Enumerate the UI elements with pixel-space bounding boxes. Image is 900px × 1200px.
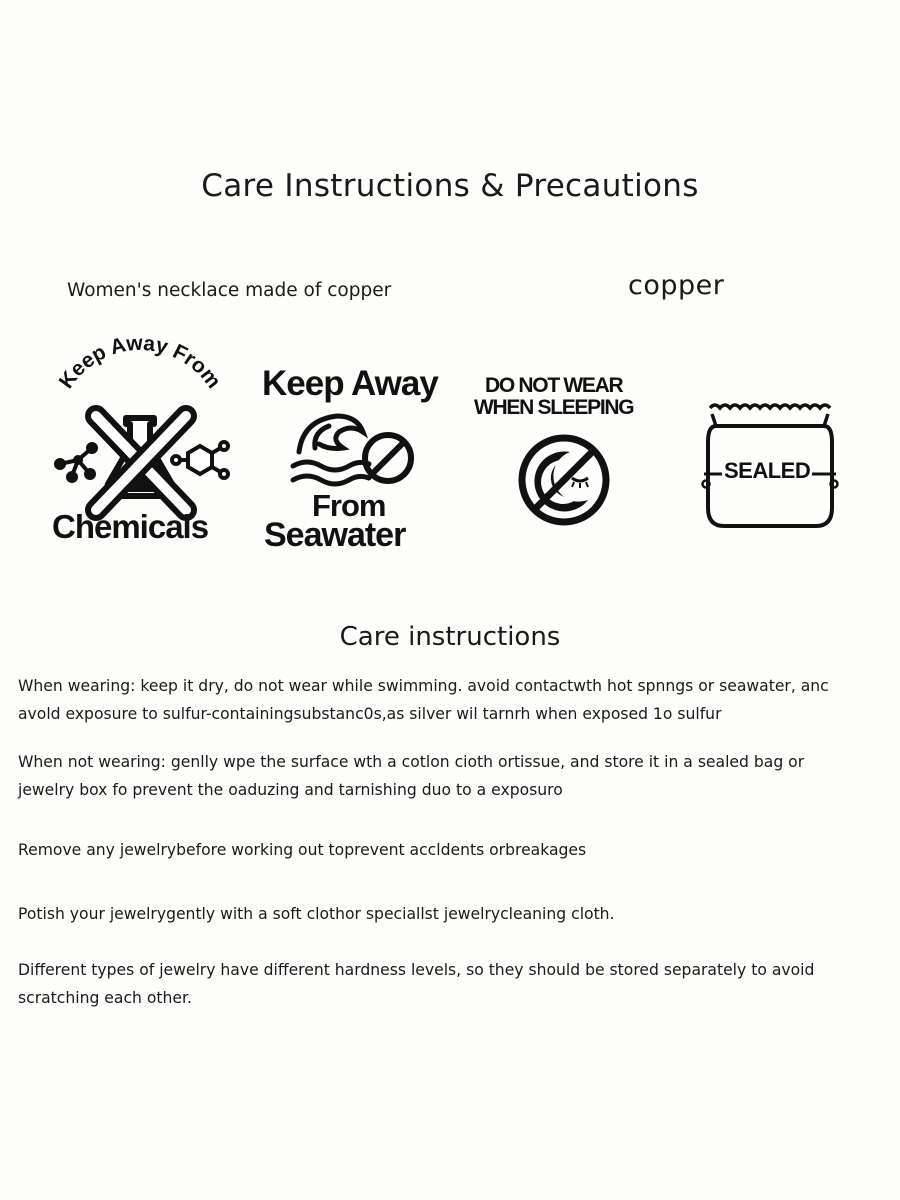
paragraph-line: avold exposure to sulfur-containingsubstanc0s,as silver wil tarnrh when exposed 1o sulfur xyxy=(18,705,722,723)
care-paragraph-remove xyxy=(18,836,898,864)
care-paragraph-storage xyxy=(18,956,898,1012)
seawater-from-label: From xyxy=(312,488,386,523)
care-icons-row xyxy=(0,331,900,560)
care-paragraph-wearing xyxy=(18,672,898,728)
care-paragraph-not-wearing xyxy=(18,748,898,804)
chemicals-arc-text: Keep Away From xyxy=(54,331,226,393)
care-instructions-title: Care instructions xyxy=(339,622,561,652)
paragraph-line: When wearing: keep it dry, do not wear while swimming. avoid contactwth hot spnngs or seawater, anc xyxy=(18,677,829,695)
paragraph-line: scratching each other. xyxy=(18,989,192,1007)
sleeping-line2: WHEN SLEEPING xyxy=(474,396,634,419)
product-description: Women's necklace made of copper xyxy=(67,280,392,301)
chemicals-label: Chemicals xyxy=(52,508,209,545)
paragraph-line: When not wearing: genlly wpe the surface wth a cotlon cioth ortissue, and store it in a sealed bag or xyxy=(18,753,805,771)
sleeping-icon xyxy=(514,430,614,530)
paragraph-line: jewelry box fo prevent the oaduzing and tarnishing duo to a exposuro xyxy=(18,781,563,799)
seawater-label: Seawater xyxy=(264,516,406,554)
sealed-label: SEALED xyxy=(724,458,811,483)
paragraph-line: Different types of jewelry have different hardness levels, so they should be stored separately to avoid xyxy=(18,961,815,979)
svg-text:Keep Away From xyxy=(55,332,226,393)
seawater-top-label: Keep Away xyxy=(262,364,438,403)
page-title: Care Instructions & Precautions xyxy=(201,168,699,204)
material-label: copper xyxy=(628,270,725,301)
paragraph-line: Potish your jewelrygently with a soft clothor speciallst jewelrycleaning cloth. xyxy=(18,905,615,923)
sleeping-line1: DO NOT WEAR xyxy=(485,374,623,397)
paragraph-line: Remove any jewelrybefore working out toprevent accldents orbreakages xyxy=(18,841,587,859)
seawater-icon xyxy=(285,404,425,494)
care-paragraph-polish xyxy=(18,900,898,928)
